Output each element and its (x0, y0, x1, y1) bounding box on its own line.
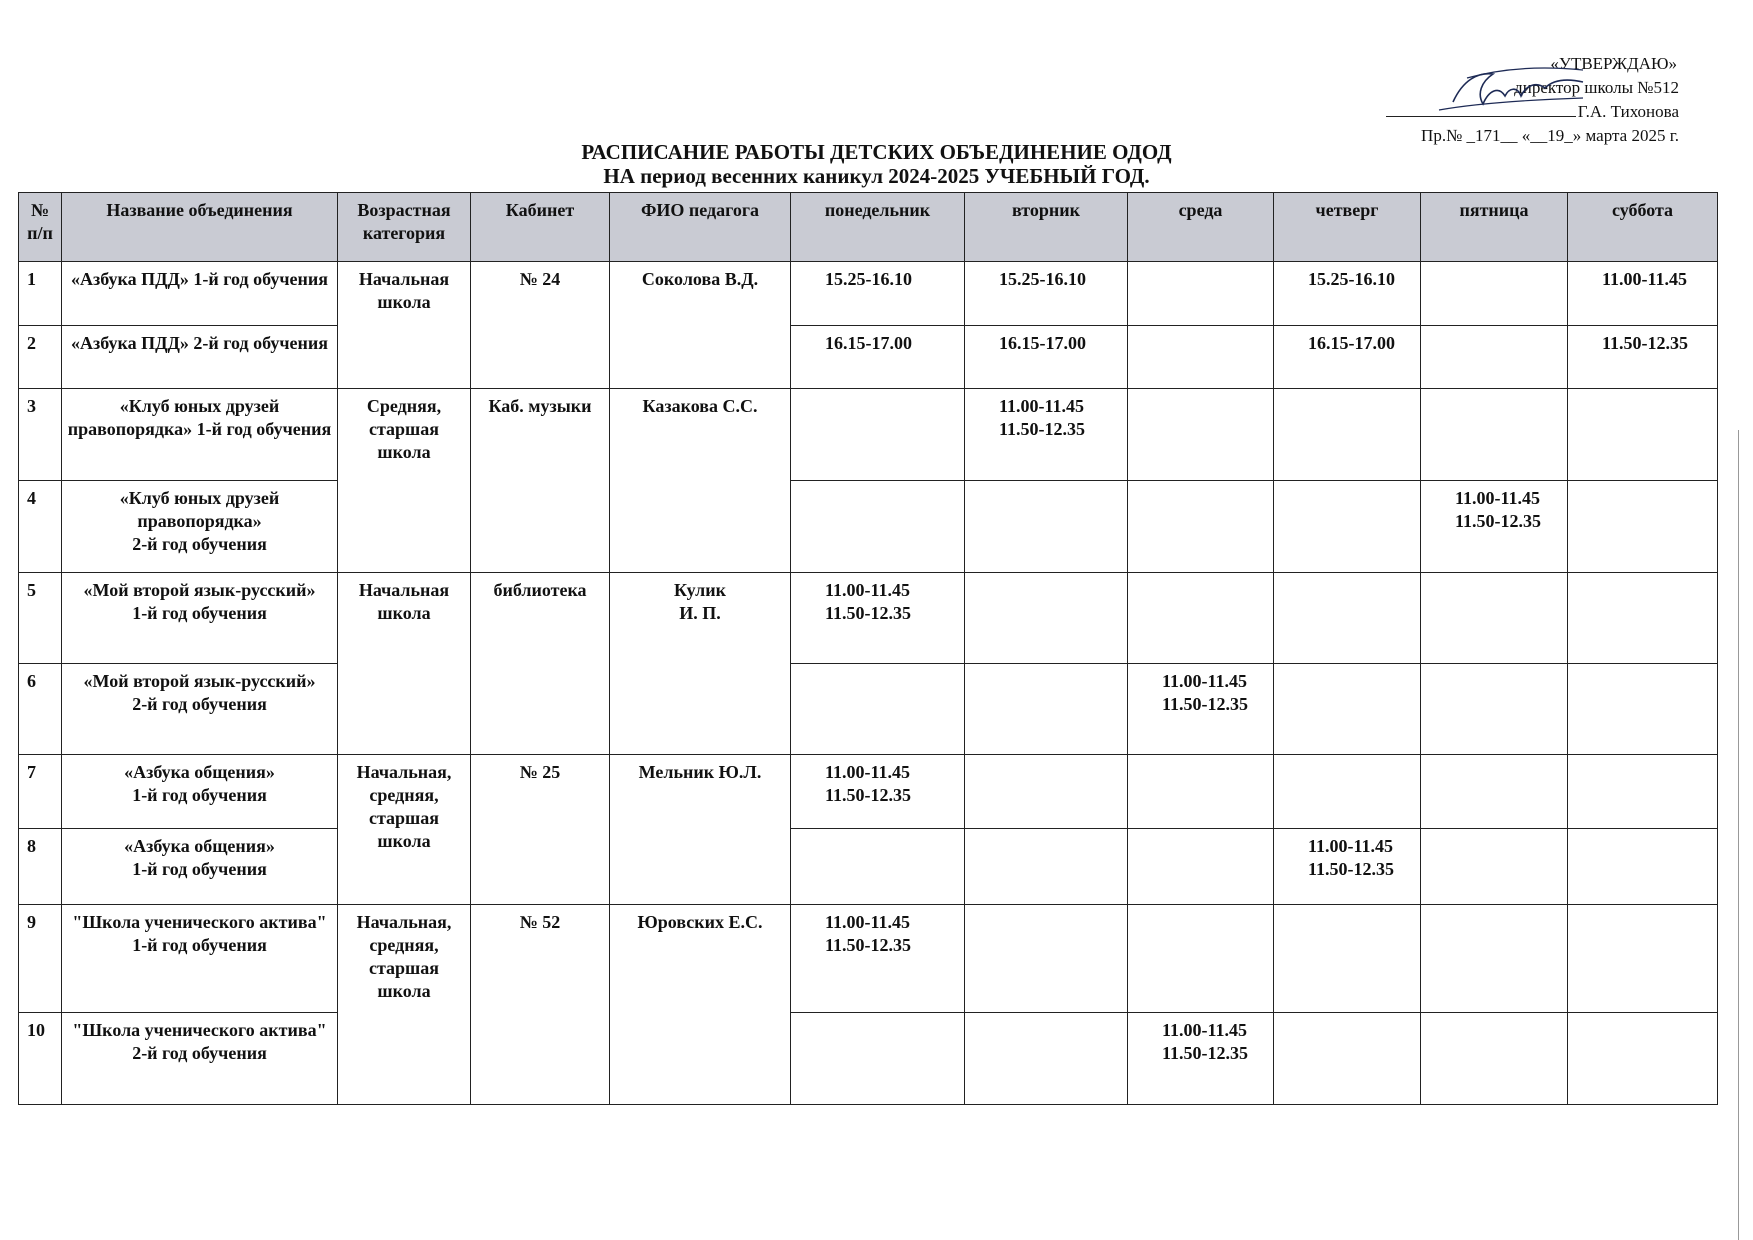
cell-thursday: 15.25-16.10 (1274, 262, 1421, 326)
row-name: «Азбука общения» 1-й год обучения (62, 755, 338, 829)
cell-friday (1421, 389, 1568, 481)
cell-wednesday (1128, 262, 1274, 326)
cell-wednesday (1128, 481, 1274, 573)
cell-wednesday: 11.00-11.45 11.50-12.35 (1128, 1013, 1274, 1105)
group-category: Начальная, средняя, старшая школа (338, 755, 471, 905)
cell-saturday (1568, 905, 1718, 1013)
cell-thursday (1274, 1013, 1421, 1105)
table-row (19, 326, 1718, 389)
cell-tuesday: 15.25-16.10 (965, 262, 1128, 326)
cell-friday (1421, 1013, 1568, 1105)
group-teacher: Мельник Ю.Л. (610, 755, 791, 905)
cell-saturday (1568, 389, 1718, 481)
header-room: Кабинет (471, 193, 610, 262)
table-row (19, 1013, 1718, 1105)
group-category: Начальная, средняя, старшая школа (338, 905, 471, 1105)
cell-friday (1421, 573, 1568, 664)
approval-order: Пр.№ _171__ «__19_» марта 2025 г. (1421, 126, 1679, 145)
cell-tuesday (965, 905, 1128, 1013)
cell-tuesday (965, 755, 1128, 829)
row-num: 3 (19, 389, 62, 481)
group-room: № 52 (471, 905, 610, 1105)
row-name: «Азбука ПДД» 2-й год обучения (62, 326, 338, 389)
row-num: 5 (19, 573, 62, 664)
table-row (19, 755, 1718, 829)
cell-friday (1421, 905, 1568, 1013)
cell-thursday: 16.15-17.00 (1274, 326, 1421, 389)
row-name: «Клуб юных друзей правопорядка» 1-й год обучения (62, 389, 338, 481)
cell-tuesday (965, 664, 1128, 755)
cell-monday: 16.15-17.00 (791, 326, 965, 389)
cell-tuesday (965, 573, 1128, 664)
table-row (19, 829, 1718, 905)
cell-thursday (1274, 481, 1421, 573)
group-room: Каб. музыки (471, 389, 610, 573)
cell-thursday (1274, 389, 1421, 481)
row-name: «Мой второй язык-русский» 2-й год обучения (62, 664, 338, 755)
cell-saturday: 11.50-12.35 (1568, 326, 1718, 389)
group-category: Средняя, старшая школа (338, 389, 471, 573)
cell-monday: 15.25-16.10 (791, 262, 965, 326)
row-name: «Азбука общения» 1-й год обучения (62, 829, 338, 905)
header-category: Возрастная категория (338, 193, 471, 262)
cell-tuesday: 16.15-17.00 (965, 326, 1128, 389)
cell-saturday (1568, 829, 1718, 905)
cell-tuesday (965, 481, 1128, 573)
approval-stamp: «УТВЕРЖДАЮ» (1550, 54, 1677, 73)
cell-monday (791, 829, 965, 905)
table-row (19, 481, 1718, 573)
title-line-1: РАСПИСАНИЕ РАБОТЫ ДЕТСКИХ ОБЪЕДИНЕНИЕ ОДОД (581, 140, 1172, 164)
row-name: "Школа ученического актива" 2-й год обучения (62, 1013, 338, 1105)
row-num: 7 (19, 755, 62, 829)
cell-monday (791, 389, 965, 481)
header-thursday: четверг (1274, 193, 1421, 262)
table-row (19, 262, 1718, 326)
header-tuesday: вторник (965, 193, 1128, 262)
schedule-table (18, 192, 1718, 1105)
document-title (0, 140, 1753, 188)
cell-wednesday (1128, 573, 1274, 664)
group-teacher: Кулик И. П. (610, 573, 791, 755)
group-room: библиотека (471, 573, 610, 755)
scan-edge-divider (1738, 430, 1739, 1240)
cell-thursday (1274, 905, 1421, 1013)
group-category: Начальная школа (338, 262, 471, 389)
cell-tuesday: 11.00-11.45 11.50-12.35 (965, 389, 1128, 481)
table-row (19, 664, 1718, 755)
header-monday: понедельник (791, 193, 965, 262)
row-num: 6 (19, 664, 62, 755)
cell-wednesday: 11.00-11.45 11.50-12.35 (1128, 664, 1274, 755)
cell-monday: 11.00-11.45 11.50-12.35 (791, 905, 965, 1013)
cell-thursday (1274, 573, 1421, 664)
row-num: 2 (19, 326, 62, 389)
row-name: "Школа ученического актива" 1-й год обучения (62, 905, 338, 1013)
cell-friday: 11.00-11.45 11.50-12.35 (1421, 481, 1568, 573)
title-line-2: НА период весенних каникул 2024-2025 УЧЕБНЫЙ ГОД. (603, 164, 1150, 188)
cell-saturday (1568, 1013, 1718, 1105)
cell-monday: 11.00-11.45 11.50-12.35 (791, 573, 965, 664)
cell-tuesday (965, 829, 1128, 905)
row-name: «Мой второй язык-русский» 1-й год обучения (62, 573, 338, 664)
cell-tuesday (965, 1013, 1128, 1105)
row-num: 10 (19, 1013, 62, 1105)
cell-saturday (1568, 664, 1718, 755)
cell-friday (1421, 829, 1568, 905)
cell-monday (791, 481, 965, 573)
cell-saturday: 11.00-11.45 (1568, 262, 1718, 326)
cell-wednesday (1128, 905, 1274, 1013)
approval-position: директор школы №512 (1514, 78, 1679, 97)
cell-thursday: 11.00-11.45 11.50-12.35 (1274, 829, 1421, 905)
table-row (19, 389, 1718, 481)
header-num: № п/п (19, 193, 62, 262)
cell-monday (791, 1013, 965, 1105)
row-name: «Азбука ПДД» 1-й год обучения (62, 262, 338, 326)
header-wednesday: среда (1128, 193, 1274, 262)
group-room: № 24 (471, 262, 610, 389)
cell-monday: 11.00-11.45 11.50-12.35 (791, 755, 965, 829)
cell-wednesday (1128, 755, 1274, 829)
cell-wednesday (1128, 389, 1274, 481)
cell-friday (1421, 755, 1568, 829)
cell-saturday (1568, 755, 1718, 829)
group-room: № 25 (471, 755, 610, 905)
header-saturday: суббота (1568, 193, 1718, 262)
signature-icon (1433, 60, 1593, 120)
group-teacher: Казакова С.С. (610, 389, 791, 573)
cell-wednesday (1128, 326, 1274, 389)
row-num: 8 (19, 829, 62, 905)
table-row (19, 905, 1718, 1013)
row-name: «Клуб юных друзей правопорядка» 2-й год обучения (62, 481, 338, 573)
header-teacher: ФИО педагога (610, 193, 791, 262)
row-num: 4 (19, 481, 62, 573)
cell-friday (1421, 664, 1568, 755)
cell-saturday (1568, 573, 1718, 664)
header-friday: пятница (1421, 193, 1568, 262)
table-row (19, 573, 1718, 664)
group-teacher: Юровских Е.С. (610, 905, 791, 1105)
approval-name: Г.А. Тихонова (1577, 102, 1679, 121)
group-category: Начальная школа (338, 573, 471, 755)
header-row (19, 193, 1718, 262)
cell-thursday (1274, 755, 1421, 829)
row-num: 1 (19, 262, 62, 326)
cell-monday (791, 664, 965, 755)
cell-thursday (1274, 664, 1421, 755)
header-name: Название объединения (62, 193, 338, 262)
cell-wednesday (1128, 829, 1274, 905)
row-num: 9 (19, 905, 62, 1013)
group-teacher: Соколова В.Д. (610, 262, 791, 389)
cell-friday (1421, 262, 1568, 326)
cell-saturday (1568, 481, 1718, 573)
cell-friday (1421, 326, 1568, 389)
